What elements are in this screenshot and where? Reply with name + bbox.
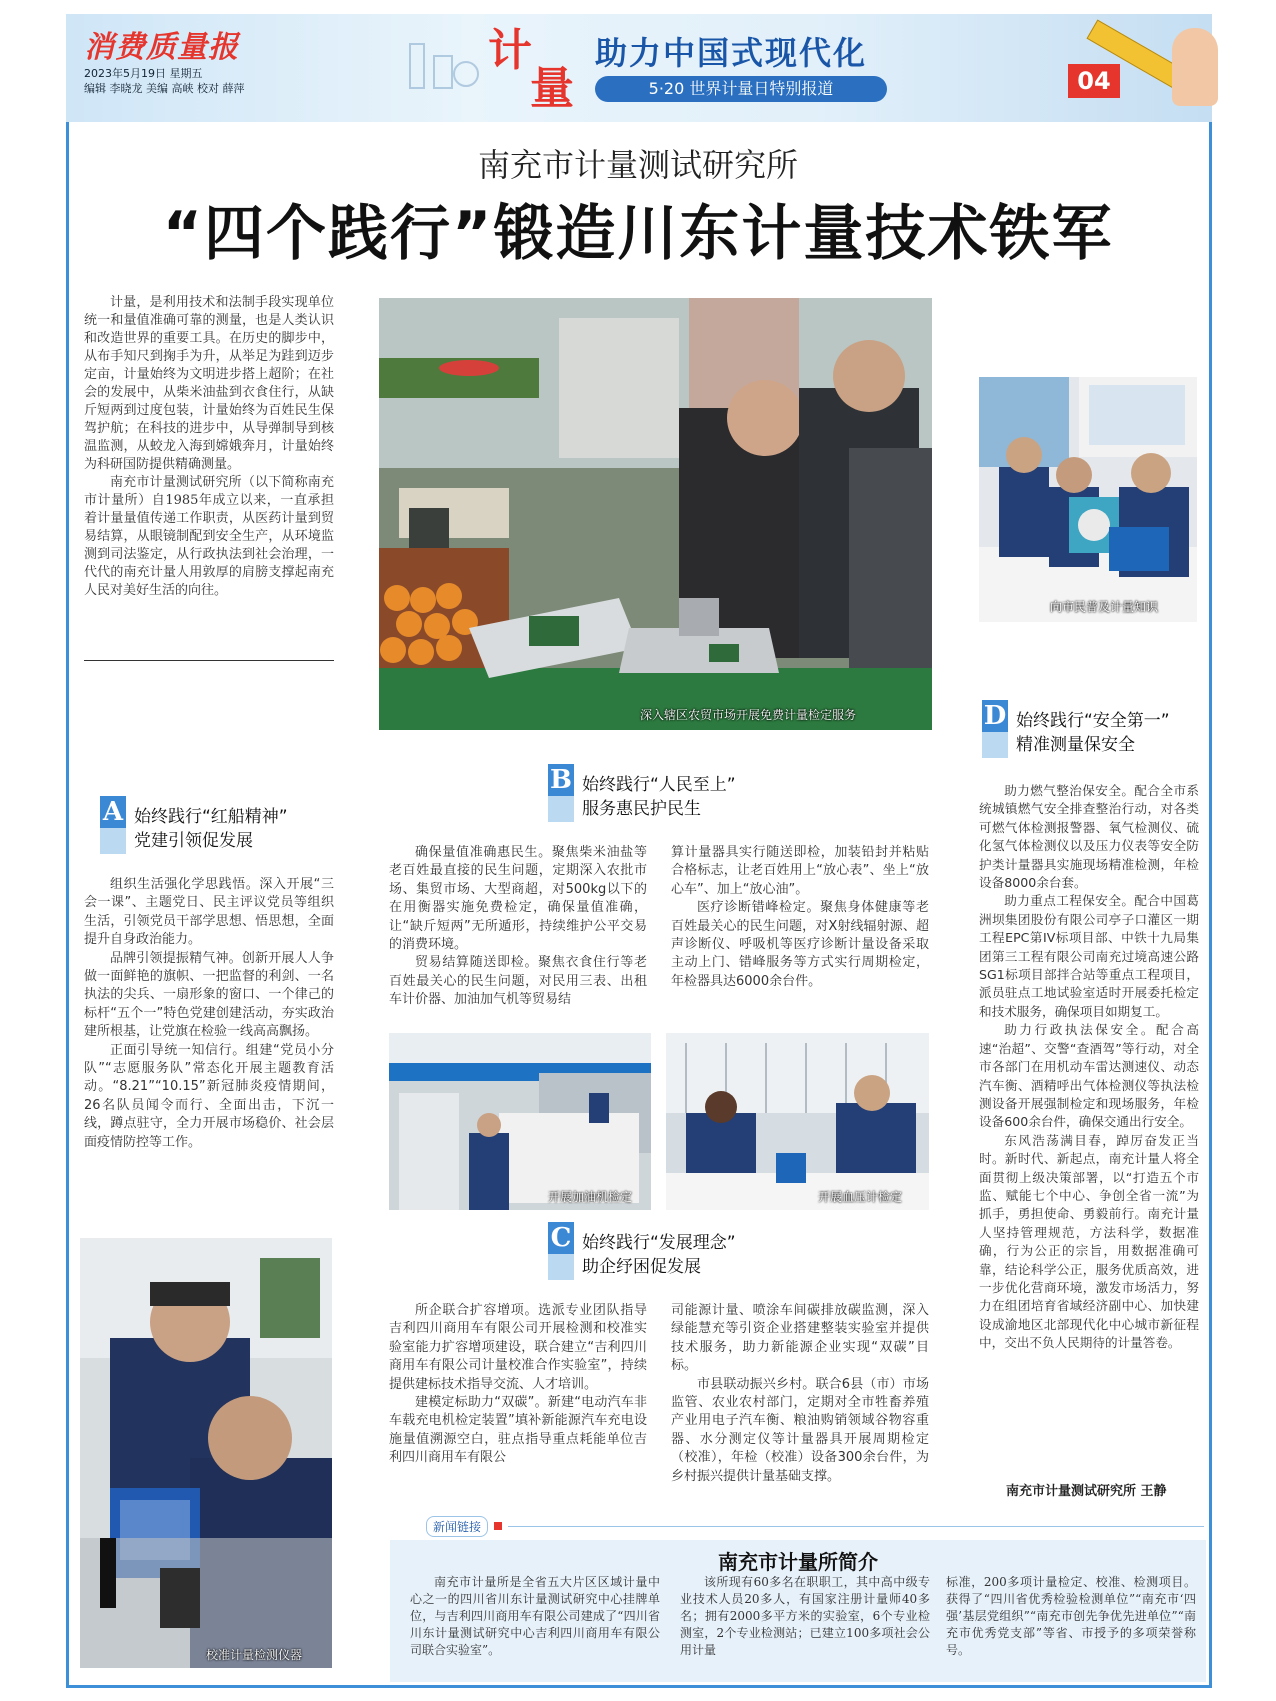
paragraph: 品牌引领提振精气神。创新开展人人争做一面鲜艳的旗帜、一把监督的利剑、一名执法的尖兵、一扇形象的窗口、一个律己的标杆“五个一”特色党建创建活动，夯实政治建所根基，让党旗在检验一线高高飘扬。 [84, 950, 334, 1040]
blood-pressure-photo [666, 1033, 929, 1210]
paragraph: 助力燃气整治保安全。配合全市系统城镇燃气安全排查整治行动，对各类可燃气体检测报警器、氧气检测仪、硫化氢气体检测仪以及压力仪表等安全防护类计量器具实施现场精准检测，年检设备8000余台套。 [979, 783, 1199, 891]
section-heading-line1: 始终践行“人民至上” [582, 775, 736, 795]
paragraph: 标准，200多项计量检定、校准、检测项目。获得了“四川省优秀检验检测单位”“南充市‘四强’基层党组织”“南充市创先争优先进单位”“南充市优秀党支部”等省、市授予的多项荣誉称号。 [946, 1575, 1196, 1657]
section-letter: A [100, 796, 126, 828]
paragraph: 确保量值准确惠民生。聚焦柴米油盐等老百姓最直接的民生问题，定期深入农批市场、集贸市场、大型商超，对500kg以下的在用衡器实施免费检定，确保量值准确，让“缺斤短两”无所遁形，持续维护公平交易的消费环境。 [389, 845, 647, 953]
header-slogan: 助力中国式现代化 [595, 34, 868, 72]
photo-caption: 开展加油机检定 [548, 1190, 633, 1204]
section-a-text [84, 876, 334, 1152]
fuel-dispenser-photo [389, 1033, 651, 1210]
header-char-liang: 量 [530, 63, 574, 114]
photo-caption: 开展血压计检定 [818, 1190, 903, 1204]
paragraph: 贸易结算随送即检。聚焦衣食住行等老百姓最关心的民生问题，对民用三表、出租车计价器、加油加气机等贸易结 [389, 955, 647, 1008]
section-bar [548, 1254, 574, 1280]
page-number: 04 [1068, 64, 1120, 98]
section-bar [982, 732, 1008, 758]
news-link-col2 [680, 1574, 930, 1659]
divider [84, 660, 334, 661]
intro-paragraph: 南充市计量测试研究所（以下简称南充市计量所）自1985年成立以来，一直承担着计量量值传递工作职责，从医药计量到贸易结算，从眼镜制配到安全生产，从环境监测到司法鉴定，从行政执法到社会治理，一代代的南充计量人用敦厚的肩膀支撑起南充人民对美好生活的向往。 [84, 475, 334, 598]
section-letter: D [983, 701, 1007, 731]
header-char-ji: 计 [488, 25, 532, 76]
photo-caption: 向市民普及计量知识 [1050, 600, 1159, 614]
section-heading-line2: 精准测量保安全 [1016, 735, 1135, 755]
section-b-col2 [671, 844, 929, 991]
beaker-illustration [400, 34, 480, 94]
article-subtitle: 南充市计量测试研究所 [477, 146, 798, 184]
section-heading-line2: 服务惠民护民生 [582, 799, 701, 819]
paragraph: 正面引导统一知信行。组建“党员小分队”“志愿服务队”常态化开展主题教育活动。“8.21”“10.15”新冠肺炎疫情期间，26名队员闻令而行、全面出击，下沉一线，蹲点驻守，全力开展市场稳价、社会层面疫情防控等工作。 [84, 1042, 334, 1150]
paragraph: 市县联动振兴乡村。联合6县（市）市场监管、农业农村部门，定期对全市牲畜养殖产业用电子汽车衡、粮油购销领域谷物容重器、水分测定仪等计量器具开展周期检定（校准），年检（校准）设备300余台件，为乡村振兴提供计量基础支撑。 [671, 1376, 929, 1484]
news-link-col3 [946, 1574, 1196, 1659]
divider [508, 1526, 1204, 1527]
section-letter: C [548, 1222, 574, 1254]
section-d-text [979, 782, 1199, 1353]
editor-credits: 编辑 李晓龙 美编 高峡 校对 薛萍 [84, 82, 245, 95]
section-heading-line1: 始终践行“安全第一” [1016, 711, 1170, 731]
market-photo [379, 298, 932, 730]
section-heading-line2: 助企纾困促发展 [582, 1257, 701, 1277]
section-b-col1 [389, 844, 647, 1010]
hand-illustration [1172, 28, 1218, 106]
paragraph: 算计量器具实行随送即检，加装铅封并粘贴合格标志，让老百姓用上“放心表”、坐上“放心车”、加上“放心油”。 [671, 845, 929, 897]
section-c-col2 [671, 1302, 929, 1486]
special-report-badge: 5·20 世界计量日特别报道 [595, 76, 887, 102]
intro-paragraph: 计量，是利用技术和法制手段实现单位统一和量值准确可靠的测量，也是人类认识和改造世界的重要工具。在历史的脚步中，从布手知尺到掬手为升，从举足为跬到迈步定亩，计量始终为文明进步搭上超阶；在社会的发展中，从柴米油盐到衣食住行，从缺斤短两到过度包装，计量始终为百姓民生保驾护航；在科技的进步中，从导弹制导到核温监测，从蛟龙入海到嫦娥奔月，计量始终为科研国防提供精确测量。 [84, 295, 334, 472]
paragraph: 东风浩荡满目春，踔厉奋发正当时。新时代、新起点，南充计量人将全面贯彻上级决策部署，以“打造五个市监、赋能七个中心、争创全省一流”为抓手，勇担使命、勇毅前行。南充计量人坚持管理规范，方法科学，数据准确，行为公正的宗旨，用数据准确可靠，结论科学公正，服务优质高效，进一步优化营商环境，激发市场活力，努力在组团培育省域经济副中心、加快建设成渝地区北部现代化中心城市新征程中，交出不负人民期待的计量答卷。 [979, 1132, 1199, 1351]
paragraph: 所企联合扩容增项。选派专业团队指导吉利四川商用车有限公司开展检测和校准实验室能力扩容增项建设，联合建立“吉利四川商用车有限公司计量校准合作实验室”，持续提供建标技术指导交流、人才培训。 [389, 1303, 647, 1392]
paragraph: 建模定标助力“双碳”。新建“电动汽车非车载充电机检定装置”填补新能源汽车充电设施量值溯源空白，驻点指导重点耗能单位吉利四川商用车有限公 [389, 1395, 647, 1466]
paragraph: 南充市计量所是全省五大片区区域计量中心之一的四川省川东计量测试研究中心挂牌单位，与吉利四川商用车有限公司建成了“四川省川东计量测试研究中心吉利四川商用车有限公司联合实验室”。 [410, 1575, 660, 1657]
photo-caption: 深入辖区农贸市场开展免费计量检定服务 [640, 708, 857, 722]
newspaper-masthead: 消费质量报 [84, 30, 239, 65]
article-author: 南充市计量测试研究所 王静 [1006, 1484, 1167, 1499]
section-c-col1 [389, 1302, 647, 1468]
section-bar [548, 796, 574, 822]
news-link-title: 南充市计量所简介 [718, 1550, 878, 1574]
calibration-photo [80, 1238, 332, 1668]
photo-caption: 校准计量检测仪器 [206, 1648, 303, 1662]
news-link-tag: 新闻链接 [426, 1516, 488, 1537]
paragraph: 助力行政执法保安全。配合高速“治超”、交警“查酒驾”等行动，对全市各部门在用机动车雷达测速仪、动态汽车衡、酒精呼出气体检测仪等执法检测设备开展强制检定和现场服务，年检设备600余台件，确保交通出行安全。 [979, 1022, 1199, 1130]
section-bar [100, 828, 126, 854]
intro-text [84, 294, 334, 600]
news-tag-marker [494, 1522, 502, 1530]
paragraph: 助力重点工程保安全。配合中国葛洲坝集团股份有限公司亭子口灌区一期工程EPC第IV标项目部、中铁十九局集团第三工程有限公司南充过境高速公路SG1标项目部拌合站等重点工程项目，派员驻点工地试验室适时开展委托检定和技术服务，确保项目如期复工。 [979, 893, 1199, 1019]
issue-date: 2023年5月19日 星期五 [84, 67, 203, 80]
news-link-col1 [410, 1574, 660, 1659]
section-letter: B [548, 764, 574, 796]
paragraph: 组织生活强化学思践悟。深入开展“三会一课”、主题党日、民主评议党员等组织生活，引领党员干部学思想、悟思想，全面提升自身政治能力。 [84, 877, 334, 948]
paragraph: 医疗诊断错峰检定。聚焦身体健康等老百姓最关心的民生问题，对X射线辐射源、超声诊断仪、呼吸机等医疗诊断计量设备采取主动上门、错峰服务等方式实行周期检定，年检器具达6000余台件。 [671, 900, 929, 989]
section-heading-line2: 党建引领促发展 [134, 831, 253, 851]
section-heading-line1: 始终践行“发展理念” [582, 1233, 736, 1253]
section-heading-line1: 始终践行“红船精神” [134, 807, 288, 827]
popular-science-photo [979, 377, 1197, 622]
paragraph: 司能源计量、喷涂车间碳排放碳监测，深入绿能慧充等引资企业搭建整装实验室并提供技术服务，助力新能源企业实现“双碳”目标。 [671, 1303, 929, 1374]
paragraph: 该所现有60多名在职职工，其中高中级专业技术人员20多人，有国家注册计量师40多名；拥有2000多平方米的实验室，6个专业检测室，2个专业检测站；已建立100多项社会公用计量 [680, 1575, 930, 1657]
article-title: “四个践行”锻造川东计量技术铁军 [162, 199, 1114, 269]
